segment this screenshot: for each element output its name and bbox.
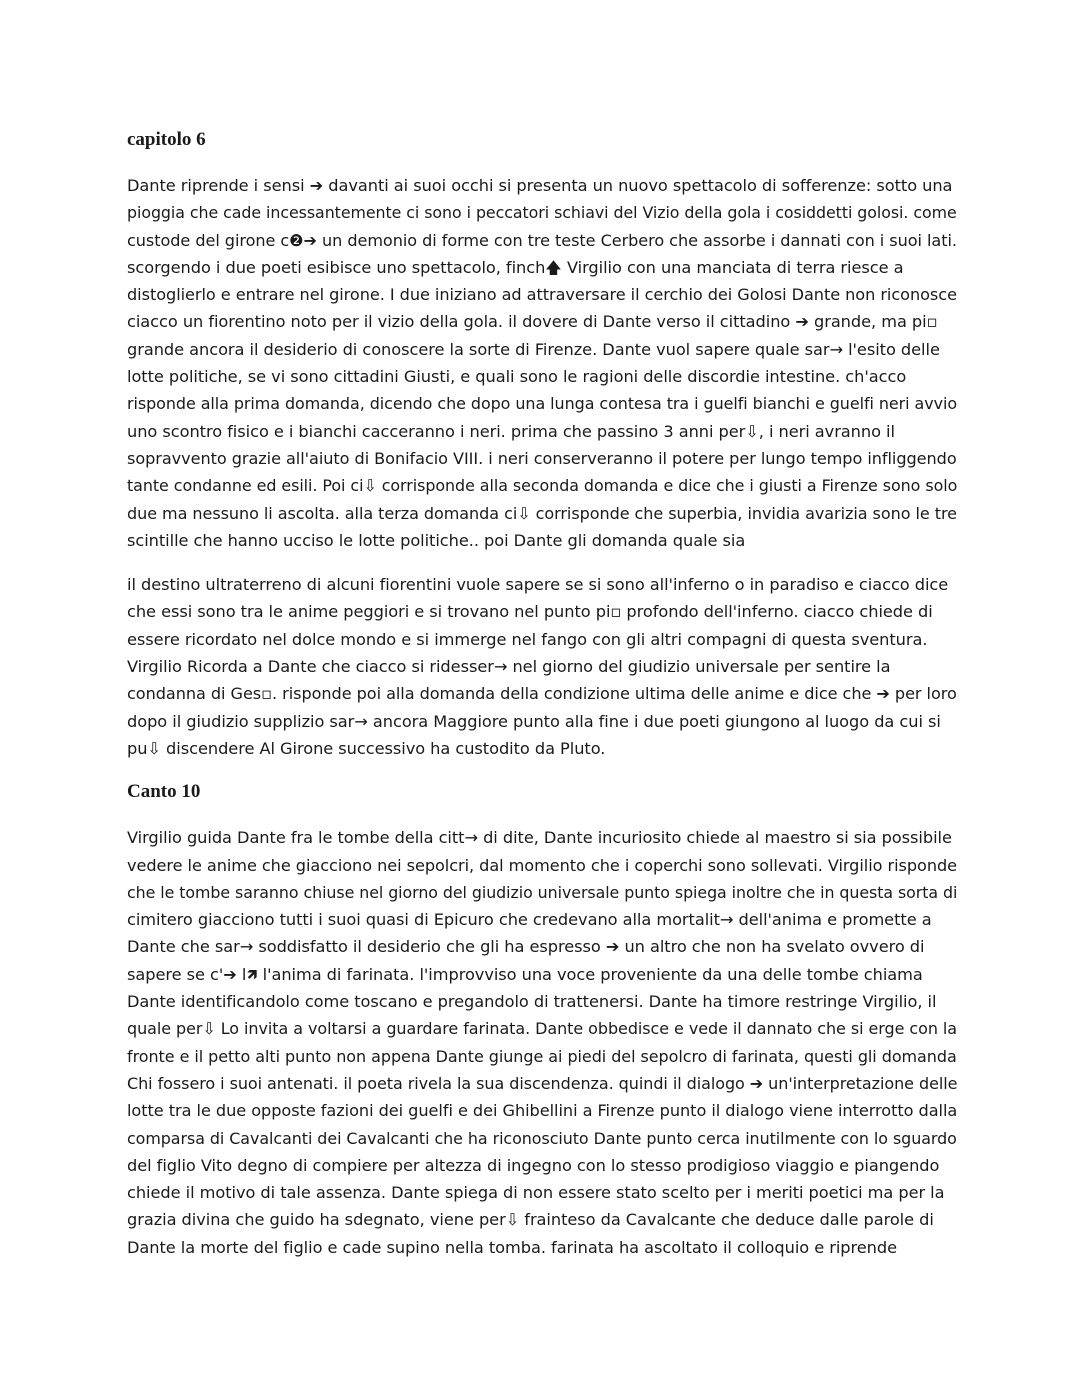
text-line: dopo il giudizio supplizio sar→ ancora Maggiore punto alla fine i due poeti giungono al luogo da cui si (127, 711, 941, 731)
text-line: Dante identificandolo come toscano e pregandolo di trattenersi. Dante ha timore restringe Virgilio, il (127, 992, 937, 1012)
text-line: Chi fossero i suoi antenati. il poeta rivela la sua discendenza. quindi il dialogo ➔ un'interpretazione delle (127, 1073, 958, 1093)
text-line: Virgilio Ricorda a Dante che ciacco si ridesser→ nel giorno del giudizio universale per sentire la (127, 657, 891, 677)
text-line: essere ricordato nel dolce mondo e si immerge nel fango con gli altri compagni di questa sventura. (127, 629, 928, 649)
section-heading-canto-10: Canto 10 (127, 781, 201, 803)
text-line: del figlio Vito degno di compiere per altezza di ingegno con lo stesso prodigioso viaggio e piangendo (127, 1155, 940, 1175)
text-line: condanna di Ges▫. risponde poi alla domanda della condizione ultima delle anime e dice che ➔ per loro (127, 684, 957, 704)
text-line: distoglierlo e entrare nel girone. I due iniziano ad attraversare il cerchio dei Golosi Dante non riconosce (127, 285, 957, 305)
text-line: sapere se c'➔ l🡽 l'anima di farinata. l'improvviso una voce proveniente da una delle tombe chiama (127, 964, 923, 984)
text-line: grazia divina che guido ha sdegnato, viene per⇩ frainteso da Cavalcante che deduce dalle parole di (127, 1210, 934, 1230)
text-line: Dante riprende i sensi ➔ davanti ai suoi occhi si presenta un nuovo spettacolo di sofferenze: sotto una (127, 176, 953, 195)
text-line: Dante la morte del figlio e cade supino nella tomba. farinata ha ascoltato il colloquio e riprende (127, 1237, 898, 1257)
text-line: pioggia che cade incessantemente ci sono i peccatori schiavi del Vizio della gola i cosiddetti golosi. come (127, 203, 957, 223)
text-line: vedere le anime che giacciono nei sepolcri, dal momento che i coperchi sono sollevati. Virgilio risponde (127, 855, 958, 875)
text-line: pu⇩ discendere Al Girone successivo ha custodito da Pluto. (127, 738, 606, 758)
text-line: comparsa di Cavalcanti dei Cavalcanti che ha riconosciuto Dante punto cerca inutilmente con lo sguardo (127, 1128, 957, 1148)
text-line: che essi sono tra le anime peggiori e si trovano nel punto pi▫ profondo dell'inferno. ciacco chiede di (127, 602, 933, 622)
text-line: tante condanne ed esili. Poi ci⇩ corrisponde alla seconda domanda e dice che i giusti a Firenze sono solo (127, 476, 958, 496)
text-line: che le tombe saranno chiuse nel giorno del giudizio universale punto spiega inoltre che in questa sorta di (127, 882, 958, 902)
text-line: fronte e il petto alti punto non appena Dante giunge ai piedi del sepolcro di farinata, questi gli domanda (127, 1046, 957, 1066)
document-page (127, 128, 957, 1261)
text-line: custode del girone c❷➔ un demonio di forme con tre teste Cerbero che assorbe i dannati con i suoi lati. (127, 230, 957, 250)
paragraph (127, 172, 957, 554)
paragraph (127, 824, 957, 1261)
text-line: quale per⇩ Lo invita a voltarsi a guardare farinata. Dante obbedisce e vede il dannato che si erge con la (127, 1019, 958, 1039)
text-line: cimitero giacciono tutti i suoi quasi di Epicuro che credevano alla mortalit→ dell'anima e promette a (127, 910, 932, 930)
text-line: risponde alla prima domanda, dicendo che dopo una lunga contesa tra i guelfi bianchi e guelfi neri avvio (127, 394, 958, 414)
text-line: lotte tra le due opposte fazioni dei guelfi e dei Ghibellini a Firenze punto il dialogo viene interrotto dalla (127, 1101, 958, 1121)
text-line: il destino ultraterreno di alcuni fiorentini vuole sapere se si sono all'inferno o in paradiso e ciacco dice (127, 575, 949, 595)
section-heading-capitolo-6: capitolo 6 (127, 129, 206, 150)
text-line: sopravvento grazie all'aiuto di Bonifacio VIII. i neri conserveranno il potere per lungo tempo infliggendo (127, 448, 957, 468)
text-line: uno scontro fisico e i bianchi cacceranno i neri. prima che passino 3 anni per⇩, i neri avranno il (127, 421, 895, 441)
text-line: ciacco un fiorentino noto per il vizio della gola. il dovere di Dante verso il cittadino ➔ grande, ma pi▫ (127, 312, 938, 332)
text-line: chiede il motivo di tale assenza. Dante spiega di non essere stato scelto per i meriti poetici ma per la (127, 1183, 945, 1203)
paragraph (127, 571, 957, 762)
text-line: due ma nessuno li ascolta. alla terza domanda ci⇩ corrisponde che superbia, invidia avarizia sono le tre (127, 503, 957, 523)
text-line: scintille che hanno ucciso le lotte politiche.. poi Dante gli domanda quale sia (127, 530, 746, 550)
text-line: Dante che sar→ soddisfatto il desiderio che gli ha espresso ➔ un altro che non ha svelato ovvero di (127, 937, 925, 957)
text-line: Virgilio guida Dante fra le tombe della citt→ di dite, Dante incuriosito chiede al maestro si sia possibile (127, 828, 952, 848)
text-line: lotte politiche, se vi sono cittadini Giusti, e quali sono le ragioni delle discordie intestine. ch'acco (127, 367, 907, 387)
text-line: scorgendo i due poeti esibisce uno spettacolo, finch🡅 Virgilio con una manciata di terra riesce a (127, 257, 904, 277)
text-line: grande ancora il desiderio di conoscere la sorte di Firenze. Dante vuol sapere quale sar→ l'esito delle (127, 339, 940, 359)
